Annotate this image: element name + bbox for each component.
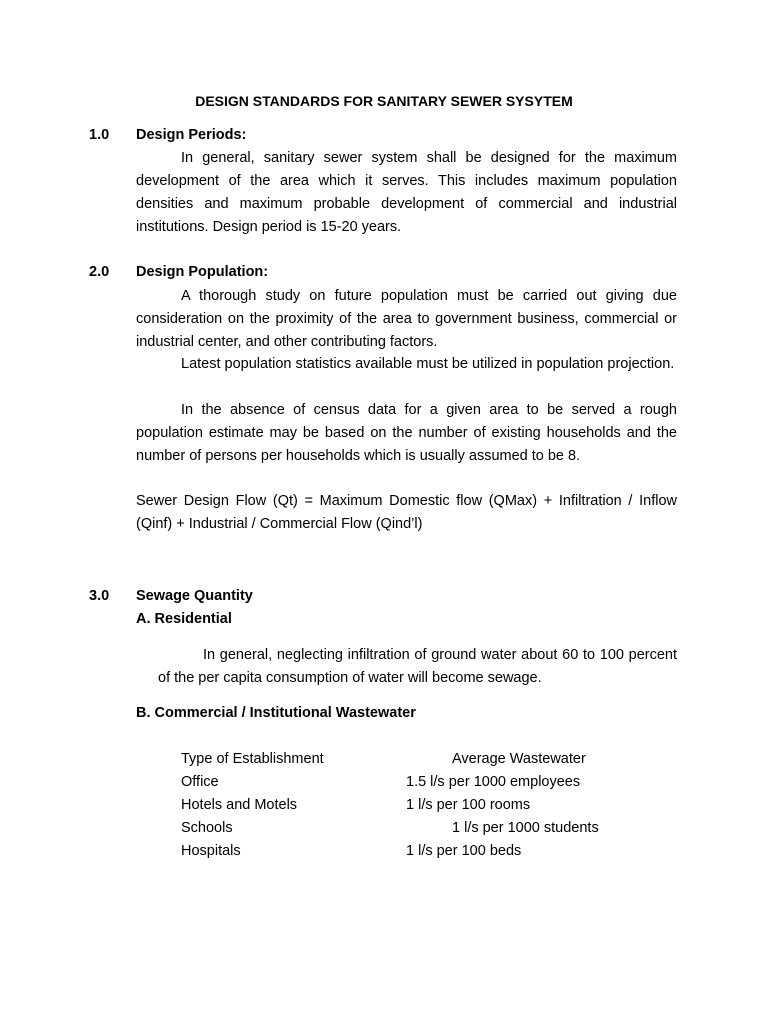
section-1-paragraph: In general, sanitary sewer system shall be designed for the maximum development of the area which it serves. This includes maximum population densities and maximum probable development of commercial and industrial institutions. Design period is 15-20 years. bbox=[136, 150, 677, 235]
section-2-paragraph-3: In the absence of census data for a given area to be served a rough population estimate may be based on the number of existing households and the number of persons per households which is usually assumed to be 8. bbox=[136, 402, 677, 464]
table-row bbox=[181, 818, 641, 841]
section-1-heading: Design Periods: bbox=[136, 127, 247, 143]
table-header-cell: Type of Establishment bbox=[181, 751, 324, 767]
table-cell: 1 l/s per 100 rooms bbox=[406, 797, 531, 813]
section-1-number: 1.0 bbox=[89, 127, 110, 143]
table-cell: Schools bbox=[181, 820, 233, 836]
table-cell: Hospitals bbox=[181, 843, 241, 859]
table-cell: Hotels and Motels bbox=[181, 797, 298, 813]
table-row bbox=[181, 841, 641, 864]
section-2-number: 2.0 bbox=[89, 264, 110, 280]
residential-paragraph: In general, neglecting infiltration of ground water about 60 to 100 percent of the per capita consumption of water will become sewage. bbox=[158, 647, 677, 686]
section-3-heading: Sewage Quantity bbox=[136, 588, 253, 604]
table-header-cell: Average Wastewater bbox=[452, 751, 586, 767]
table-cell: 1.5 l/s per 1000 employees bbox=[406, 774, 581, 790]
table-header-row bbox=[181, 749, 641, 772]
table-row bbox=[181, 772, 641, 795]
table-cell: 1 l/s per 1000 students bbox=[452, 820, 599, 836]
subsection-b-label: B. Commercial / Institutional Wastewater bbox=[136, 705, 416, 721]
document-title: DESIGN STANDARDS FOR SANITARY SEWER SYSYTEM bbox=[195, 93, 573, 109]
section-3-number: 3.0 bbox=[89, 588, 110, 604]
section-2-paragraph-1: A thorough study on future population must be carried out giving due consideration on the proximity of the area to government business, commercial or industrial center, and other contributing factors. bbox=[136, 288, 677, 350]
table-row bbox=[181, 795, 641, 818]
section-2-heading: Design Population: bbox=[136, 264, 269, 280]
subsection-a-label: A. Residential bbox=[136, 611, 232, 627]
table-cell: 1 l/s per 100 beds bbox=[406, 843, 522, 859]
design-flow-formula: Sewer Design Flow (Qt) = Maximum Domestic flow (QMax) + Infiltration / Inflow (Qinf) + Industrial / Commercial Flow (Qind’l) bbox=[136, 493, 677, 532]
table-cell: Office bbox=[181, 774, 219, 790]
wastewater-table bbox=[181, 749, 641, 864]
section-2-paragraph-2: Latest population statistics available must be utilized in population projection. bbox=[181, 356, 675, 372]
